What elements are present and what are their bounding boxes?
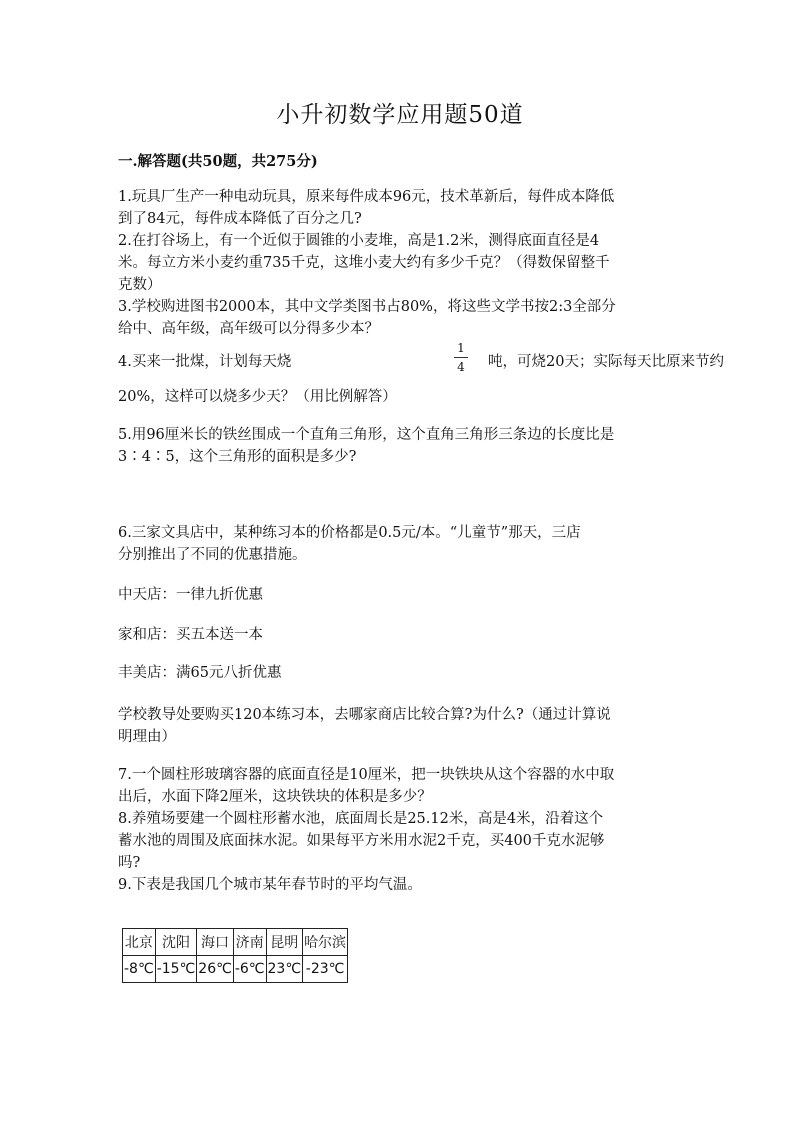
store-zhongtian-text: 中天店：一律九折优惠	[118, 587, 263, 603]
question-2-line-3: 克数）	[118, 277, 162, 293]
section-heading: 一.解答题(共50题，共275分)	[118, 153, 318, 170]
temperature-cell: -15℃	[155, 956, 197, 983]
city-cell: 昆明	[266, 929, 303, 956]
question-7	[118, 764, 682, 808]
city-cell: 沈阳	[155, 929, 197, 956]
table-row-temperatures	[123, 956, 348, 983]
question-2-line-1: 2.在打谷场上，有一个近似于圆锥的小麦堆，高是1.2米，测得底面直径是4	[118, 233, 600, 249]
question-3	[118, 296, 682, 340]
city-cell: 哈尔滨	[303, 929, 348, 956]
store-fengmei-text: 丰美店：满65元八折优惠	[118, 665, 282, 681]
question-3-line-2: 给中、高年级，高年级可以分得多少本？	[118, 321, 379, 337]
question-4-line-1	[118, 340, 724, 384]
question-6-question-line-1: 学校教导处要购买120本练习本，去哪家商店比较合算?为什么?（通过计算说	[118, 707, 611, 723]
temperature-cell: 23℃	[266, 956, 303, 983]
question-8-line-1: 8.养殖场要建一个圆柱形蓄水池，底面周长是25.12米，高是4米，沿着这个	[118, 811, 604, 827]
page-title: 小升初数学应用题50道	[276, 102, 524, 128]
temperature-table	[122, 928, 348, 983]
question-2-line-2: 米。每立方米小麦约重735千克，这堆小麦大约有多少千克？（得数保留整千	[118, 255, 610, 271]
store-jiahe	[118, 624, 682, 646]
question-7-line-2: 出后，水面下降2厘米，这块铁块的体积是多少？	[118, 789, 432, 805]
question-8-line-3: 吗?	[118, 855, 141, 871]
question-5	[118, 424, 682, 468]
question-4-line-2: 20%，这样可以烧多少天？（用比例解答）	[118, 389, 397, 405]
question-8-line-2: 蓄水池的周围及底面抹水泥。如果每平方米用水泥2千克，买400千克水泥够	[118, 833, 605, 849]
question-1	[118, 186, 682, 230]
question-6-line-2: 分别推出了不同的优惠措施。	[118, 547, 307, 563]
question-7-line-1: 7.一个圆柱形玻璃容器的底面直径是10厘米，把一块铁块从这个容器的水中取	[118, 767, 615, 783]
question-6-question	[118, 704, 682, 748]
question-4-continued	[118, 386, 682, 408]
question-4-text-after: 吨，可烧20天；实际每天比原来节约	[488, 354, 724, 370]
store-jiahe-text: 家和店：买五本送一本	[118, 627, 263, 643]
temperature-cell: -23℃	[303, 956, 348, 983]
temperature-cell: -6℃	[233, 956, 266, 983]
question-6-intro	[118, 522, 682, 566]
city-cell: 济南	[233, 929, 266, 956]
question-5-line-1: 5.用96厘米长的铁丝围成一个直角三角形，这个直角三角形三条边的长度比是	[118, 427, 615, 443]
store-fengmei	[118, 662, 682, 684]
city-cell: 北京	[123, 929, 156, 956]
table-row-cities	[123, 929, 348, 956]
question-9-text: 9.下表是我国几个城市某年春节时的平均气温。	[118, 877, 422, 893]
store-zhongtian	[118, 584, 682, 606]
question-1-line-2: 到了84元，每件成本降低了百分之几?	[118, 211, 362, 227]
fraction-bar	[454, 357, 468, 358]
question-1-line-1: 1.玩具厂生产一种电动玩具，原来每件成本96元，技术革新后，每件成本降低	[118, 189, 615, 205]
question-2	[118, 230, 682, 296]
question-4-text-before: 4.买来一批煤，计划每天烧	[118, 354, 292, 370]
city-cell: 海口	[197, 929, 234, 956]
question-6-question-line-2: 明理由）	[118, 729, 176, 745]
fraction-denominator: 4	[457, 360, 465, 374]
question-9	[118, 874, 682, 896]
question-3-line-1: 3.学校购进图书2000本，其中文学类图书占80%，将这些文学书按2:3全部分	[118, 299, 616, 315]
temperature-cell: 26℃	[197, 956, 234, 983]
temperature-cell: -8℃	[123, 956, 156, 983]
question-8	[118, 808, 682, 874]
question-5-line-2: 3∶4∶5，这个三角形的面积是多少?	[118, 449, 357, 465]
fraction-numerator: 1	[457, 341, 465, 355]
question-6-line-1: 6.三家文具店中，某种练习本的价格都是0.5元/本。“儿童节”那天，三店	[118, 525, 581, 541]
fraction-one-quarter	[454, 340, 468, 375]
